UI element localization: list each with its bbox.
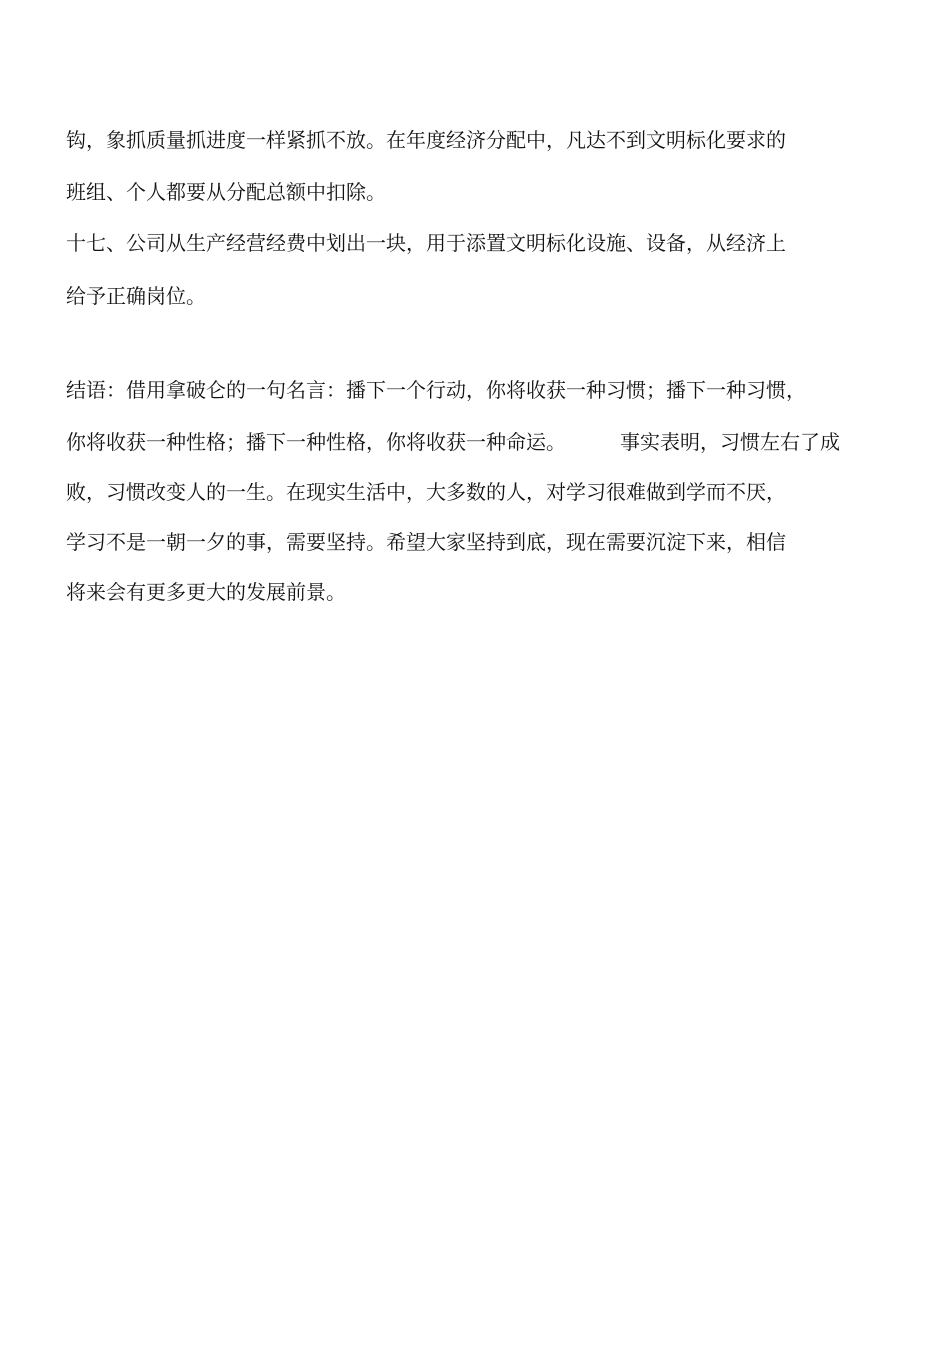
conclusion-line: 学习不是一朝一夕的事，需要坚持。希望大家坚持到底，现在需要沉淀下来，相信	[66, 530, 786, 554]
conclusion-line	[66, 428, 840, 456]
paragraph-line: 班组、个人都要从分配总额中扣除。	[66, 180, 386, 204]
conclusion-line: 结语：借用拿破仑的一句名言：播下一个行动，你将收获一种习惯；播下一种习惯，	[66, 378, 806, 402]
conclusion-line: 将来会有更多更大的发展前景。	[66, 580, 346, 604]
paragraph-line: 给予正确岗位。	[66, 284, 206, 308]
conclusion-text: 事实表明，习惯左右了成	[620, 430, 840, 454]
conclusion-text: 你将收获一种性格；播下一种性格，你将收获一种命运。	[66, 430, 566, 454]
paragraph-line: 钩，象抓质量抓进度一样紧抓不放。在年度经济分配中，凡达不到文明标化要求的	[66, 128, 786, 152]
conclusion-line: 败，习惯改变人的一生。在现实生活中，大多数的人，对学习很难做到学而不厌，	[66, 480, 786, 504]
paragraph-line: 十七、公司从生产经营经费中划出一块，用于添置文明标化设施、设备，从经济上	[66, 231, 786, 255]
